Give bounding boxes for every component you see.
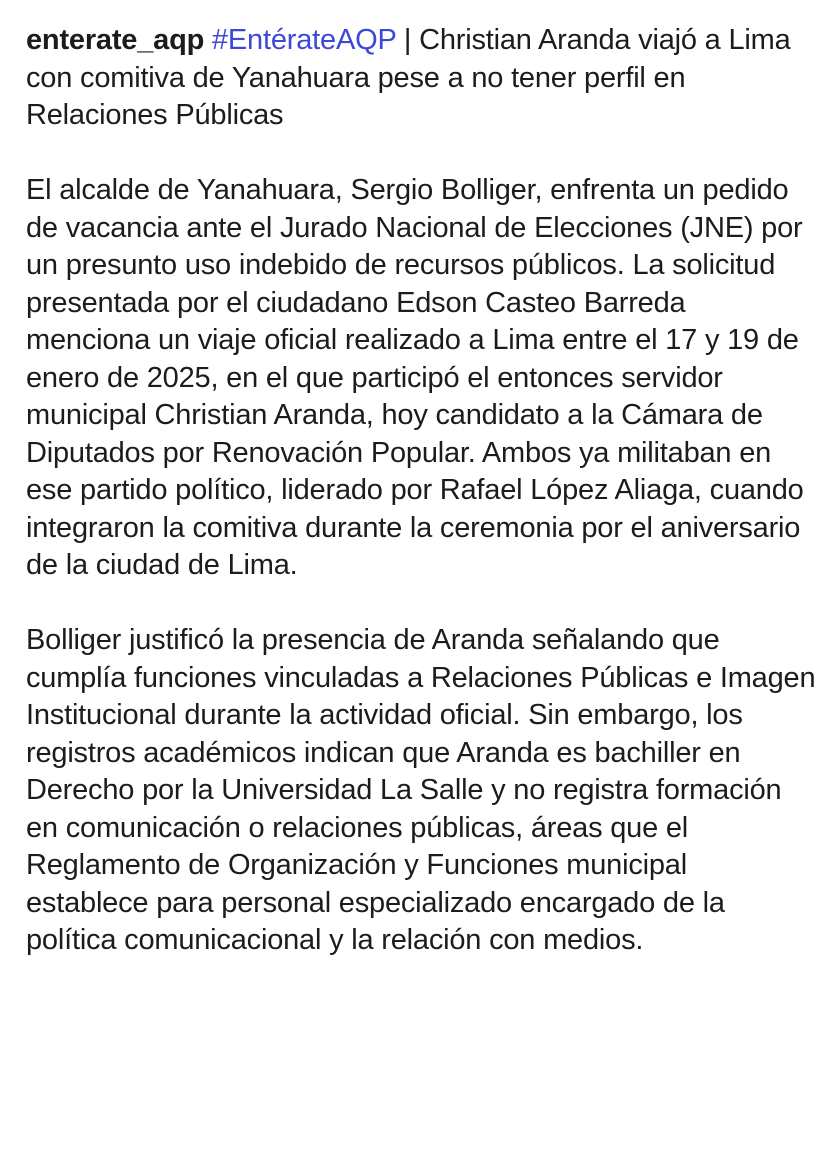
username-link[interactable]: enterate_aqp	[26, 24, 205, 56]
caption-paragraph-2: Bolliger justificó la presencia de Aranda señalando que cumplía funciones vinculadas a Relaciones Públicas e Imagen Institucional durante la actividad oficial. Sin embargo, los registros académicos indican que Aranda es bachiller en Derecho por la Universidad La Salle y no registra formación en comunicación o relaciones públicas, áreas que el Reglamento de Organización y Funciones municipal establece para personal especializado encargado de la política comunicacional y la relación con medios.	[26, 624, 816, 956]
caption-header	[26, 22, 816, 135]
caption-paragraph-1: El alcalde de Yanahuara, Sergio Bolliger, enfrenta un pedido de vacancia ante el Jurado Nacional de Elecciones (JNE) por un presunto uso indebido de recursos públicos. La solicitud presentada por el ciudadano Edson Casteo Barreda menciona un viaje oficial realizado a Lima entre el 17 y 19 de enero de 2025, en el que participó el entonces servidor municipal Christian Aranda, hoy candidato a la Cámara de Diputados por Renovación Popular. Ambos ya militaban en ese partido político, liderado por Rafael López Aliaga, cuando integraron la comitiva durante la ceremonia por el aniversario de la ciudad de Lima.	[26, 174, 804, 581]
post-title: | Christian Aranda viajó a Lima con comitiva de Yanahuara pese a no tener perfil en Relaciones Públicas	[26, 24, 791, 131]
hashtag-link[interactable]: #EntérateAQP	[211, 24, 397, 56]
post-caption	[26, 22, 816, 960]
